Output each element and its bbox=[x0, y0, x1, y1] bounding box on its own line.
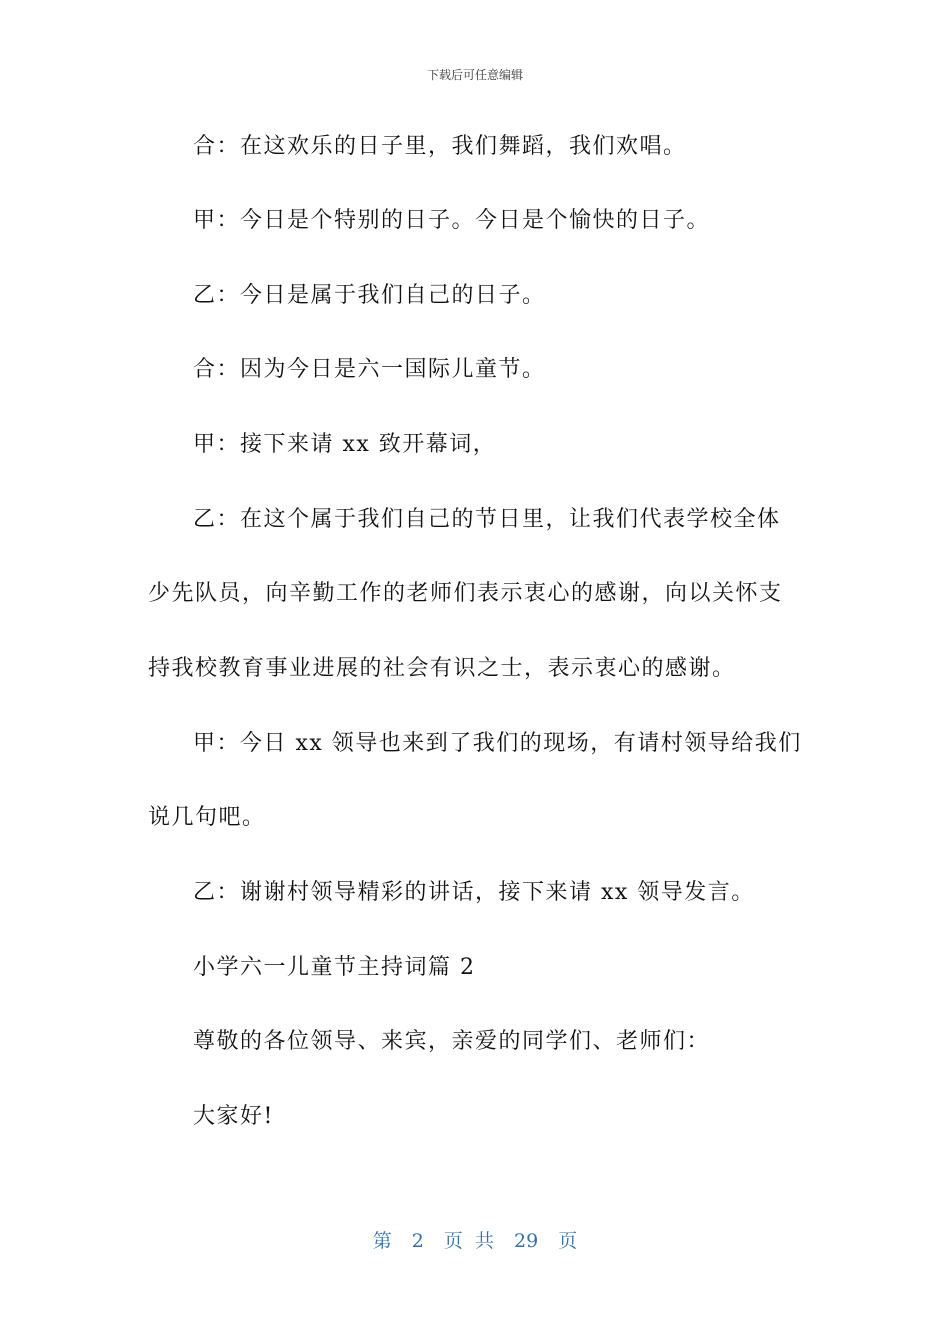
footer-middle: 页 共 bbox=[443, 1230, 494, 1252]
paragraph-line: 持我校教育事业进展的社会有识之士，表示衷心的感谢。 bbox=[148, 656, 736, 681]
footer-prefix: 第 bbox=[372, 1230, 392, 1252]
paragraph-line: 说几句吧。 bbox=[148, 805, 266, 830]
page-number-footer bbox=[0, 1226, 950, 1253]
total-page-count: 29 bbox=[514, 1230, 539, 1252]
paragraph-line: 少先队员，向辛勤工作的老师们表示衷心的感谢，向以关怀支 bbox=[148, 581, 783, 606]
paragraph-line: 甲：今日 xx 领导也来到了我们的现场，有请村领导给我们 bbox=[193, 731, 802, 756]
section-heading: 小学六一儿童节主持词篇 2 bbox=[193, 955, 476, 980]
paragraph-line: 乙：在这个属于我们自己的节日里，让我们代表学校全体 bbox=[193, 507, 781, 532]
paragraph-line: 合：因为今日是六一国际儿童节。 bbox=[193, 357, 546, 382]
paragraph-line: 大家好! bbox=[193, 1104, 274, 1129]
paragraph-line: 甲：接下来请 xx 致开幕词， bbox=[193, 432, 497, 457]
paragraph-line: 尊敬的各位领导、来宾，亲爱的同学们、老师们： bbox=[193, 1029, 711, 1054]
paragraph-line: 甲：今日是个特别的日子。今日是个愉快的日子。 bbox=[193, 208, 711, 233]
current-page-number: 2 bbox=[411, 1230, 424, 1252]
paragraph-line: 合：在这欢乐的日子里，我们舞蹈，我们欢唱。 bbox=[193, 134, 687, 159]
paragraph-line: 乙：今日是属于我们自己的日子。 bbox=[193, 283, 546, 308]
header-note: 下载后可任意编辑 bbox=[426, 68, 523, 82]
paragraph-line: 乙：谢谢村领导精彩的讲话，接下来请 xx 领导发言。 bbox=[193, 880, 755, 905]
footer-suffix: 页 bbox=[558, 1230, 578, 1252]
